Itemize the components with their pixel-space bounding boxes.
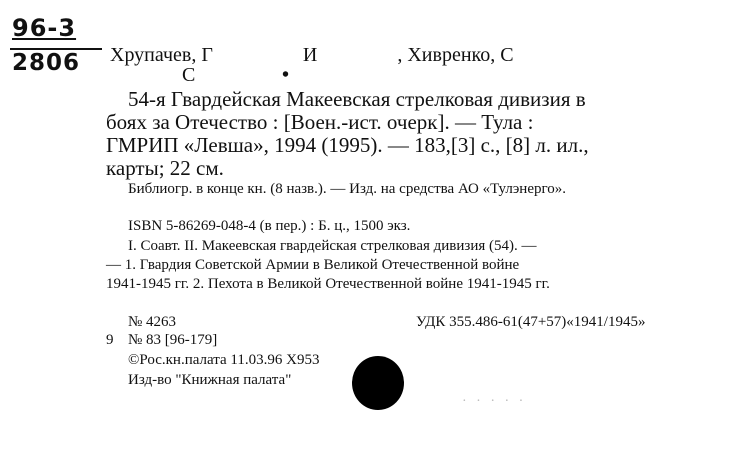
tracing-line-2: — 1. Гвардия Советской Армии в Великой Отечественной войне [106, 257, 520, 273]
title-line-3: ГМРИП «Левша», 1994 (1995). — 183,[3] с., [8] л. ил., [106, 133, 589, 157]
title-line-1: 54-я Гвардейская Макеевская стрелковая дивизия в [128, 87, 586, 111]
isbn-line: ISBN 5-86269-048-4 (в пер.) : Б. ц., 1500 экз. [128, 218, 411, 234]
dot-mark: • [282, 64, 290, 86]
shelf-mark-bottom: 2806 [12, 50, 81, 76]
publisher-line: Изд-во "Книжная палата" [128, 372, 292, 388]
tracing-line-1: I. Соавт. II. Макеевская гвардейская стрелковая дивизия (54). — [128, 238, 537, 254]
shelf-mark-top: 96-3 [12, 14, 77, 42]
second-author: , Хивренко, С [397, 44, 514, 66]
card-number-row [106, 331, 217, 350]
first-author-surname: Хрупачев, [110, 44, 197, 66]
copyright-line: ©Рос.кн.палата 11.03.96 Х953 [128, 352, 320, 368]
udc-classification: УДК 355.486-61(47+57)«1941/1945» [416, 314, 646, 330]
first-author-initial-1: Г [201, 44, 213, 66]
title-line-2: боях за Отечество : [Воен.-ист. очерк]. — Тула : [106, 110, 534, 134]
notes: Библиогр. в конце кн. (8 назв.). — Изд. на средства АО «Тулэнерго». [128, 181, 567, 197]
card-number-lead: 9 [106, 332, 114, 348]
second-author-initial-2: С [182, 64, 196, 86]
record-number: № 4263 [128, 314, 177, 330]
card-punch-hole [352, 356, 404, 410]
title-statement [106, 88, 701, 180]
tracing-line-3: 1941-1945 гг. 2. Пехота в Великой Отечественной войне 1941-1945 гг. [106, 276, 550, 292]
tracings [106, 237, 698, 294]
faint-stamp: · · · · · [462, 394, 527, 409]
title-line-4: карты; 22 см. [106, 156, 224, 180]
first-author-initial-2: И [302, 44, 318, 66]
authors-line [110, 44, 514, 67]
card-number: № 83 [96-179] [128, 332, 218, 348]
